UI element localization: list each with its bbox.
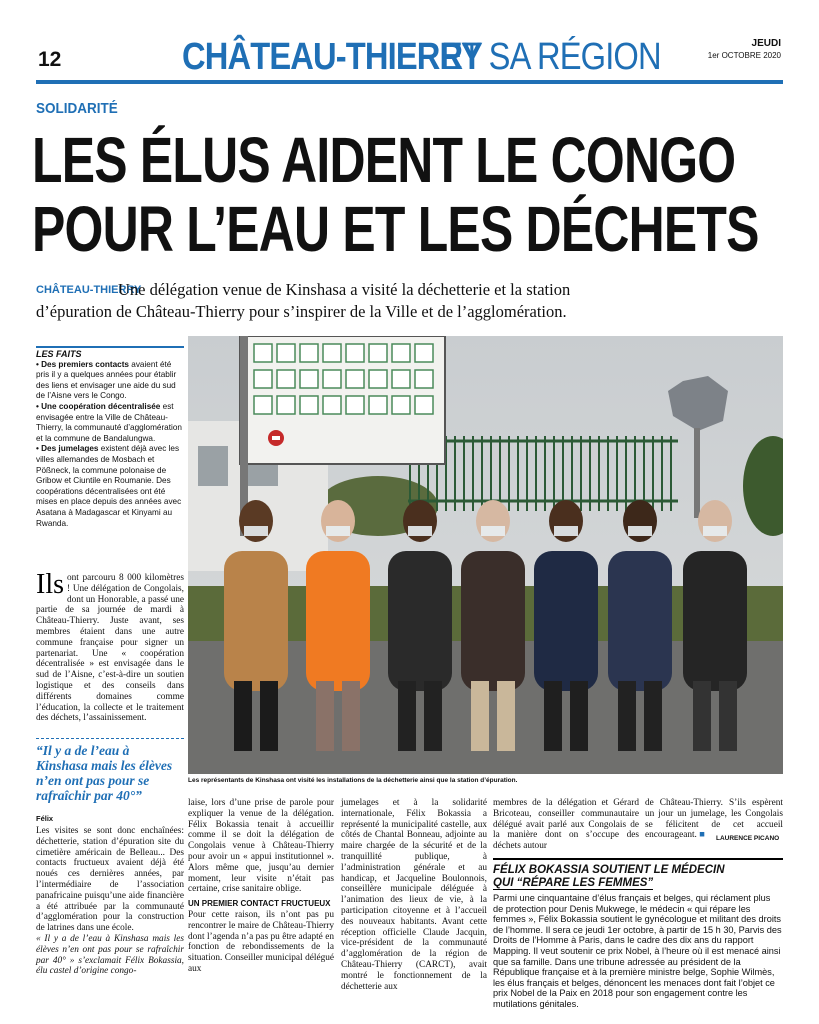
sign-pictogram-icon: [415, 344, 433, 362]
sign-pictogram-icon: [392, 396, 410, 414]
sign-pictogram-icon: [369, 344, 387, 362]
drop-cap: Ils: [36, 569, 64, 600]
article-lead: Une délégation venue de Kinshasa a visité la déchetterie et la station d’épuration de Château-Thierry pour s’inspirer de la Ville et de l’agglomération.: [36, 280, 571, 321]
header-rule: [36, 80, 783, 84]
body-col1-para: Les visites se sont donc enchaînées: déchetterie, station d’épuration site du cimetière américain de Belleau... Des contacts fructueux avaient déjà été noués ces dernières années, par l’intermédiaire de l’association panafricaine puisqu’une aide financière a été attribuée par la communauté d’agglomération pour la construction de latrines dans une école.: [36, 826, 184, 934]
sign-pictogram-icon: [254, 396, 272, 414]
sign-pictogram-icon: [346, 344, 364, 362]
facts-item-2-text: est envisagée entre la Ville de Château-Thierry, la communauté d’agglomération et la commune de Bandalungwa.: [36, 401, 182, 443]
headline-line-1: LES ÉLUS AIDENT LE CONGO: [32, 124, 736, 196]
page-number: 12: [38, 48, 62, 71]
photo-illustration: [188, 336, 783, 774]
section-title-light: ET SA RÉGION: [441, 36, 661, 78]
intro-text: ont parcouru 8 000 kilomètres ! Une délégation de Congolais, dont un Honorable, a passé une partie de sa journée de mardi à Château-Thierry. Juste avant, ses membres étaient dans une autre commune française pour signer un partenariat. Une « coopération décentralisée » est envisagée dans le sud de l’Aisne, c’est-à-dire un soutien logistique et des conseils dans différents domaines comme l’éducation, la collecte et le traitement des déchets, l’assainissement.: [36, 573, 184, 724]
body-col1-quote: « Il y a de l’eau à Kinshasa mais les élèves n’en ont pas pour se rafraîchir par 40° » s’exclamait Félix Bokassia, élu castel d’origine congo-: [36, 933, 184, 977]
headline-line-2: POUR L’EAU ET LES DÉCHETS: [32, 193, 759, 265]
sign-pictogram-icon: [369, 370, 387, 388]
sign-pictogram-icon: [300, 344, 318, 362]
article-intro: [36, 569, 184, 724]
facts-item-3-text: existent déjà avec les villes allemandes de Mosbach et Pößneck, la commune polonaise de Gribow et Ciuntile en Roumanie. Des coopérations décentralisées ont été mises en place depuis des années avec Asatana à Madagascar et Kinyami au Rwanda.: [36, 444, 182, 528]
facts-title: LES FAITS: [36, 346, 184, 360]
issue-day: JEUDI: [751, 38, 781, 49]
body-col5-text: de Château-Thierry. S’ils espèrent un jour un jumelage, les Congolais se félicitent de cet accueil encourageant.: [645, 798, 783, 841]
pull-quote: “Il y a de l’eau à Kinshasa mais les élèves n’en ont pas pour se rafraîchir par 40°”: [36, 738, 184, 803]
article-kicker: SOLIDARITÉ: [36, 100, 118, 117]
body-column-2: [188, 798, 334, 975]
sign-pictogram-icon: [392, 370, 410, 388]
sign-pictogram-icon: [369, 396, 387, 414]
sidebar-rule: [493, 858, 783, 860]
sign-pictogram-icon: [254, 344, 272, 362]
sign-pictogram-icon: [300, 396, 318, 414]
body-col2-para: laise, lors d’une prise de parole pour expliquer la venue de la délégation. Félix Bokassia tenait à accueillir comme il se doit la délégation de Congolais venue à Château-Thierry pour avoir un « appui institutionnel ». Alors même que, jusqu’au dernier moment, leur visite n’était pas certaine, crise sanitaire oblige.: [188, 798, 334, 895]
facts-item-1-bold: • Des premiers contacts: [36, 359, 129, 369]
issue-date: 1er OCTOBRE 2020: [707, 51, 781, 60]
pull-quote-author: Félix: [36, 814, 54, 823]
body-column-3: jumelages et à la solidarité internationale, Félix Bokassia a représenté la municipalité castelle, aux côtés de Chantal Bonneau, adjointe au maire chargée de la sécurité et de la tranquillité publique, à l’administration générale et au handicap, et Jacqueline Boulonnois, conseillère municipale déléguée à l’animation des lieux de vie, à la participation citoyenne et à l’accueil des nouveaux habitants. Avant cette réception officielle Claude Jacquin, vice-président de la communauté d’agglomération de la région de Château-Thierry (CARCT), avait montré le fonctionnement de la déchetterie aux: [341, 798, 487, 992]
sign-pictogram-icon: [323, 370, 341, 388]
end-mark-icon: ■: [699, 830, 705, 841]
sign-pictogram-icon: [323, 344, 341, 362]
photo-credit: LAURENCE PICANO: [716, 835, 780, 842]
body-col2-para-b: Pour cette raison, ils n’ont pas pu rencontrer le maire de Château-Thierry dont l’agenda n’a pas pu être adapté en fonction de rebondissements de la situation. Conseiller municipal délégué aux: [188, 909, 334, 974]
sign-pictogram-icon: [277, 370, 295, 388]
body-column-1: [36, 826, 184, 977]
sign-pictogram-icon: [415, 396, 433, 414]
facts-item-2-bold: • Une coopération décentralisée: [36, 401, 161, 411]
sign-pictogram-icon: [300, 370, 318, 388]
sign-pictogram-icon: [277, 344, 295, 362]
sign-pictogram-icon: [346, 370, 364, 388]
sidebar-title-1: FÉLIX BOKASSIA SOUTIENT LE MÉDECIN: [493, 864, 725, 876]
delegation-photo: [188, 336, 783, 774]
sidebar-text: Parmi une cinquantaine d’élus français et belges, qui réclament plus de protection pour Denis Mukwege, le médecin « qui répare les femmes », Félix Bokassia soutient le gynécologue et militant des droits de l’homme. Il sera ce jeudi 1er octobre, à partir de 15 h 30, Parvis des Droits de l’Homme à Paris, dans le cadre des dix ans du rapport Mapping. Il veut soutenir ce prix Nobel, à l’heure où il est menacé ainsi que sa famille. Dans une tribune adressée au président de la République française et à la première ministre belge, Sophie Wilmès, les élus français et belges, dénoncent les menaces dont fait l’objet ce prix Nobel de la Paix en 2018 pour son engagement contre les mutilations génitales.: [493, 893, 782, 1009]
facts-item-3-bold: • Des jumelages: [36, 444, 99, 454]
sign-pictogram-icon: [346, 396, 364, 414]
sign-pictogram-icon: [323, 396, 341, 414]
facts-item-1-text: avaient été pris il y a quelques années pour établir des liens et envisager une aide du sud de l’Aisne vers le Congo.: [36, 359, 177, 401]
body-column-4: membres de la délégation et Gérard Bricoteau, conseiller communautaire délégué avait parlé aux Congolais de la manière dont on s’occupe des déchets autour: [493, 798, 639, 852]
facts-box: [36, 346, 184, 529]
body-subhead: UN PREMIER CONTACT FRUCTUEUX: [188, 899, 331, 909]
sidebar-title-2: QUI “RÉPARE LES FEMMES”: [493, 877, 654, 889]
sign-pictogram-icon: [392, 344, 410, 362]
lead-place: CHÂTEAU-THIERRY: [36, 284, 142, 296]
sign-pictogram-icon: [254, 370, 272, 388]
sign-pictogram-icon: [277, 396, 295, 414]
sign-pictogram-icon: [415, 370, 433, 388]
photo-caption: Les représentants de Kinshasa ont visité les installations de la déchetterie ainsi que la station d’épuration.: [188, 777, 518, 784]
section-title-bold: CHÂTEAU-THIERRY: [182, 36, 482, 78]
